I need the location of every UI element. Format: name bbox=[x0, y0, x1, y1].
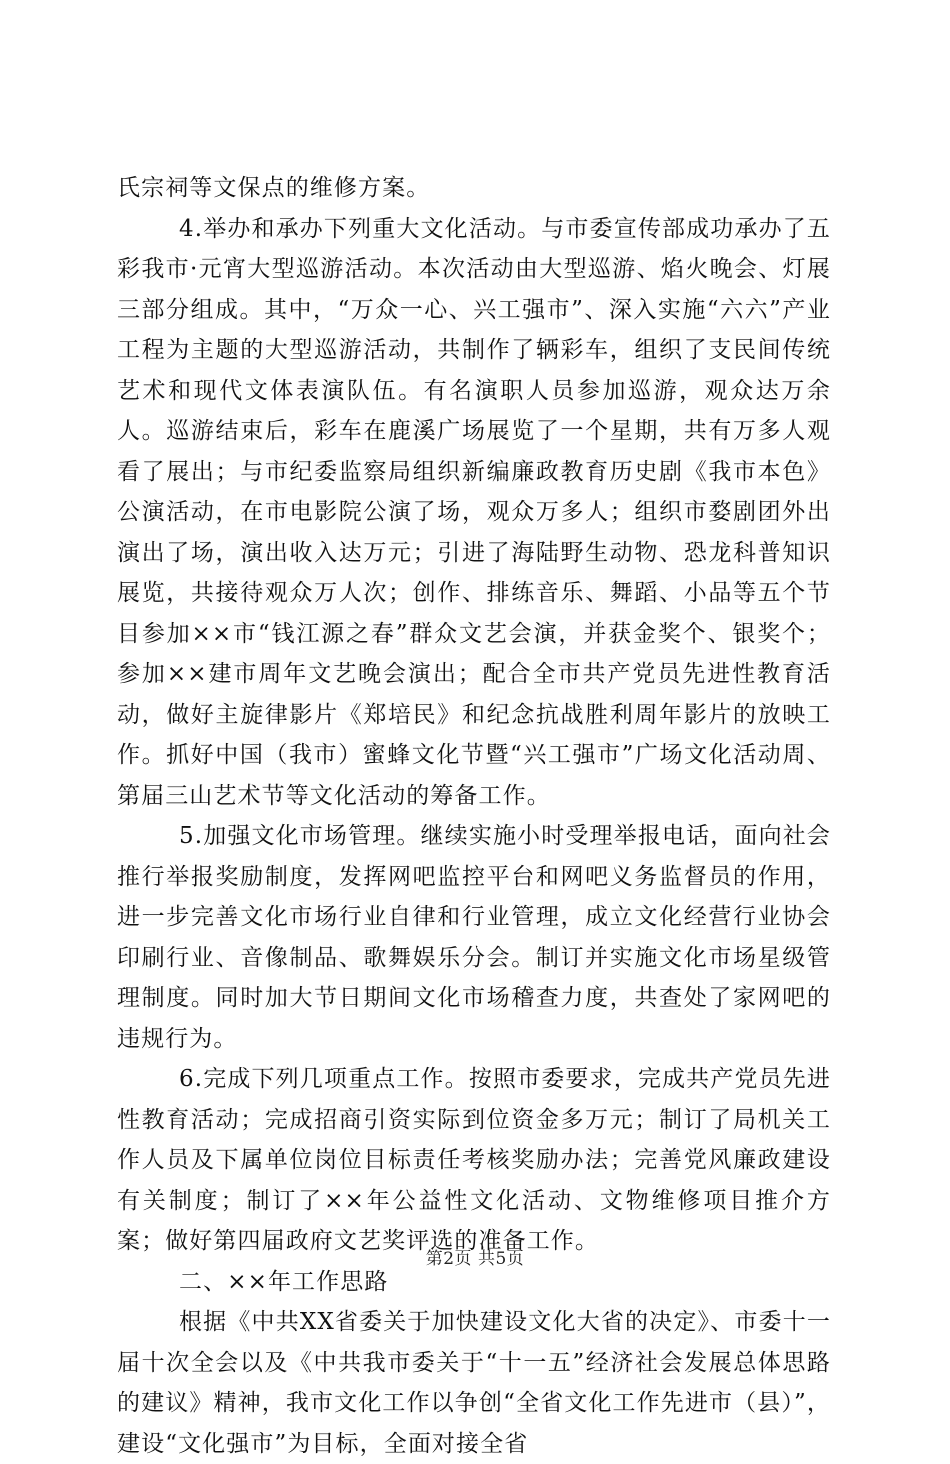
paragraph-continuation: 氏宗祠等文保点的维修方案。 bbox=[117, 175, 431, 201]
document-body bbox=[117, 168, 831, 1464]
paragraph-item-4: 4.举办和承办下列重大文化活动。与市委宣传部成功承办了五彩我市·元宵大型巡游活动。本次活动由大型巡游、焰火晚会、灯展三部分组成。其中，“万众一心、兴工强市”、深入实施“六六”产业工程为主题的大型巡游活动，共制作了辆彩车，组织了支民间传统艺术和现代文体表演队伍。有名演职人员参加巡游，观众达万余人。巡游结束后，彩车在鹿溪广场展览了一个星期，共有万多人观看了展出；与市纪委监察局组织新编廉政教育历史剧《我市本色》公演活动，在市电影院公演了场，观众万多人；组织市婺剧团外出演出了场，演出收入达万元；引进了海陆野生动物、恐龙科普知识展览，共接待观众万人次；创作、排练音乐、舞蹈、小品等五个节目参加××市“钱江源之春”群众文艺会演，并获金奖个、银奖个；参加××建市周年文艺晚会演出；配合全市共产党员先进性教育活动，做好主旋律影片《郑培民》和纪念抗战胜利周年影片的放映工作。抓好中国（我市）蜜蜂文化节暨“兴工强市”广场文化活动周、第届三山艺术节等文化活动的筹备工作。 bbox=[117, 215, 831, 809]
paragraph-item-6: 6.完成下列几项重点工作。按照市委要求，完成共产党员先进性教育活动；完成招商引资实际到位资金多万元；制订了局机关工作人员及下属单位岗位目标责任考核奖励办法；完善党风廉政建设有关制度；制订了××年公益性文化活动、文物维修项目推介方案；做好第四届政府文艺奖评选的准备工作。 bbox=[117, 1066, 831, 1254]
paragraph-item-5: 5.加强文化市场管理。继续实施小时受理举报电话，面向社会推行举报奖励制度，发挥网吧监控平台和网吧义务监督员的作用，进一步完善文化市场行业自律和行业管理，成立文化经营行业协会印刷行业、音像制品、歌舞娱乐分会。制订并实施文化市场星级管理制度。同时加大节日期间文化市场稽查力度，共查处了家网吧的违规行为。 bbox=[117, 823, 831, 1052]
page-footer: 第2页 共5页 bbox=[425, 1249, 525, 1269]
section-heading-2: 二、××年工作思路 bbox=[179, 1268, 389, 1295]
paragraph-work-plan: 根据《中共XX省委关于加快建设文化大省的决定》、市委十一届十次全会以及《中共我市委关于“十一五”经济社会发展总体思路的建议》精神，我市文化工作以争创“全省文化工作先进市（县）”，建设“文化强市”为目标，全面对接全省 bbox=[117, 1309, 831, 1457]
